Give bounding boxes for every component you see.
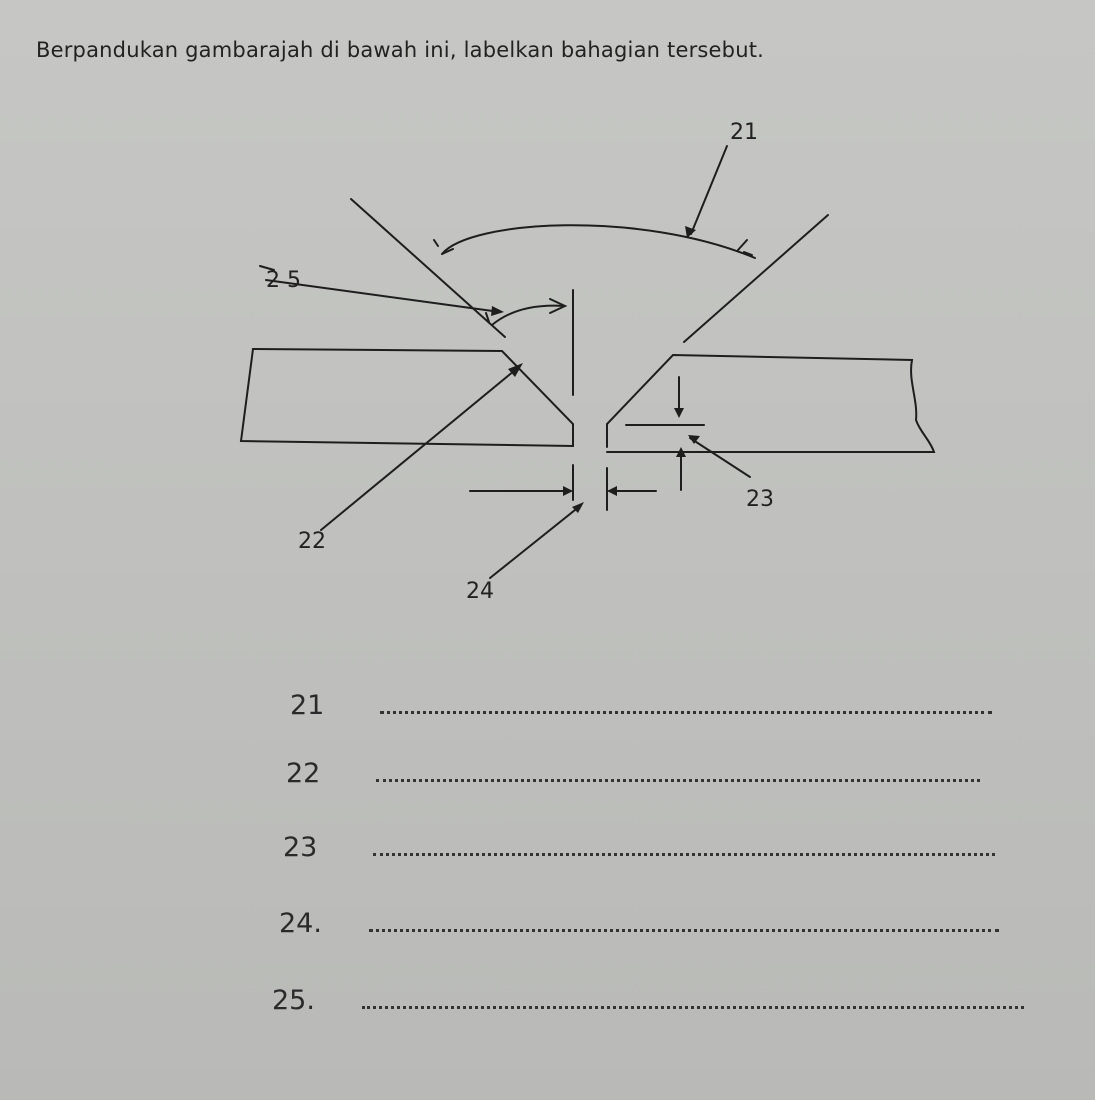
callout-24: 24 [466,579,494,604]
answer-blank-24[interactable] [369,911,999,932]
answer-blank-23[interactable] [373,835,995,856]
answer-number: 24. [279,908,322,939]
answer-number: 21 [290,690,325,721]
callout-21: 21 [730,120,758,145]
instruction-text: Berpandukan gambarajah di bawah ini, labelkan bahagian tersebut. [36,38,765,62]
callout-25: 2 5 [266,268,301,293]
answer-row-24 [279,908,999,939]
answer-blank-25[interactable] [362,988,1024,1009]
callout-22: 22 [298,529,326,554]
answer-row-22 [286,758,980,789]
answer-number: 22 [286,758,321,789]
answer-row-21 [290,690,992,721]
answer-row-23 [283,832,995,863]
answer-row-25 [272,985,1024,1016]
answer-number: 25. [272,985,315,1016]
answer-blank-21[interactable] [380,693,992,714]
answer-blank-22[interactable] [376,761,980,782]
answer-number: 23 [283,832,318,863]
callout-23: 23 [746,487,774,512]
